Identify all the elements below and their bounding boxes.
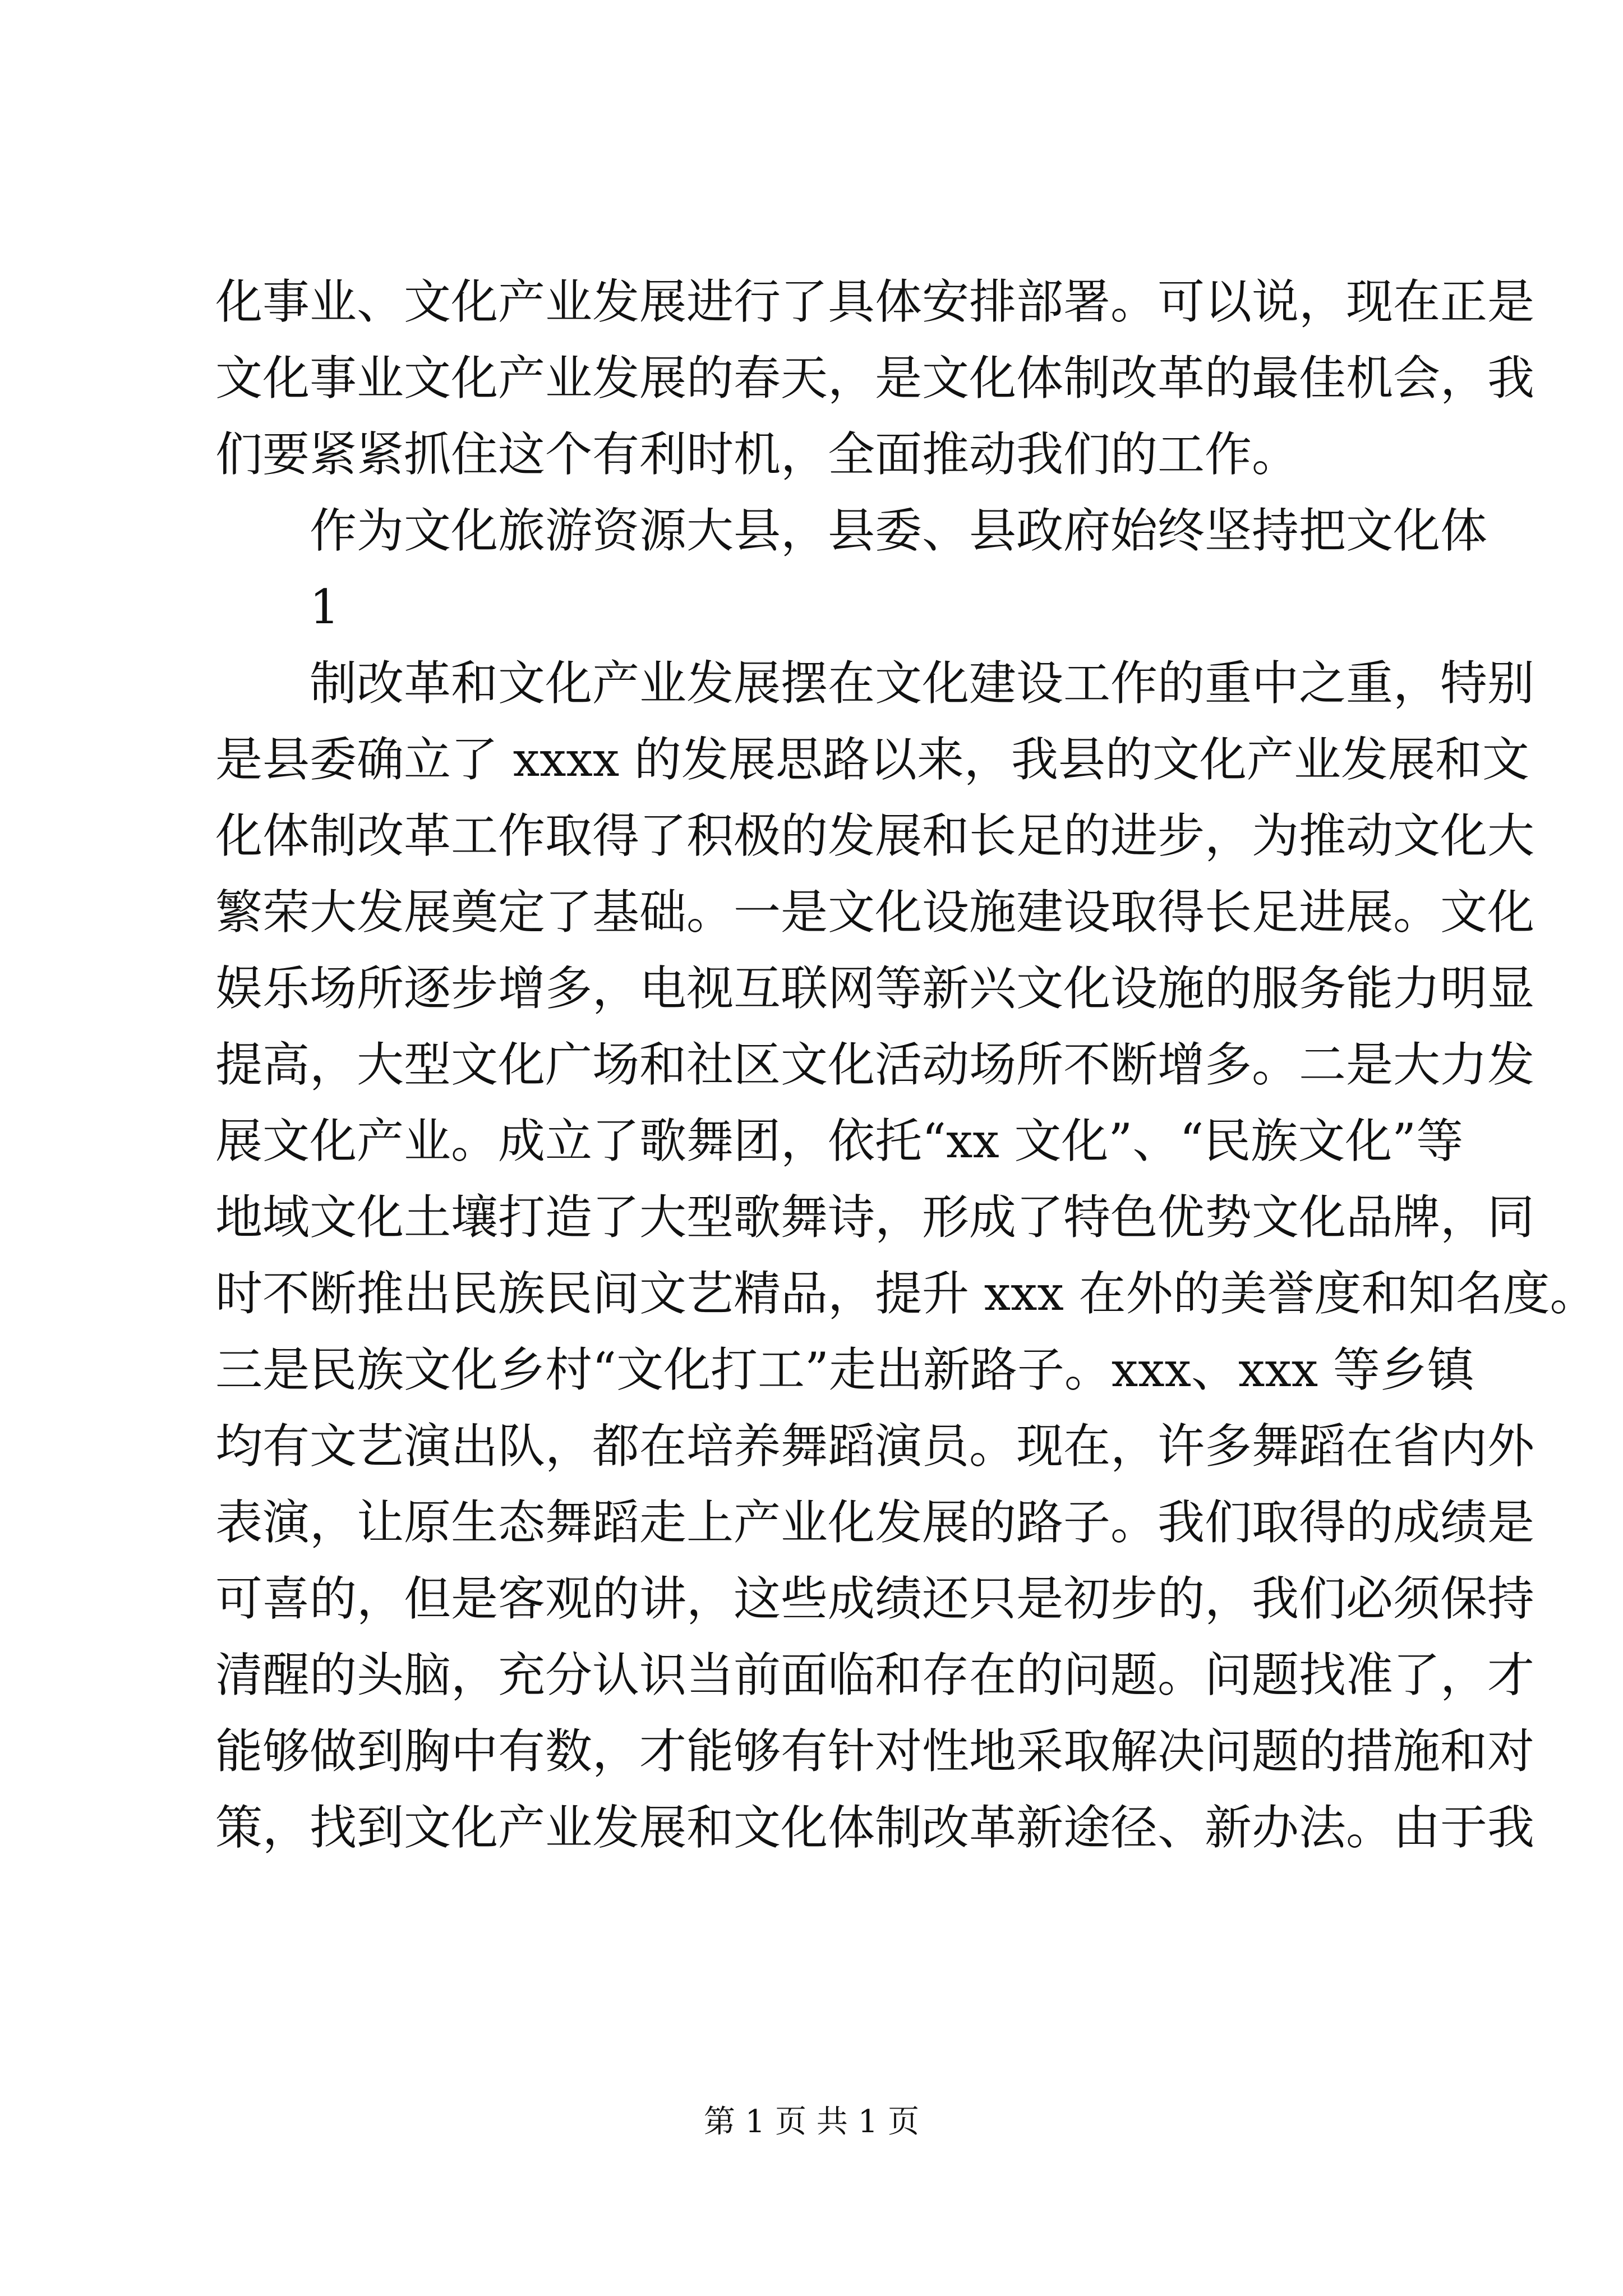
- text-line: 策，找到文化产业发展和文化体制改革新途径、新办法。由于我: [215, 1800, 1535, 1855]
- text-line: 地域文化土壤打造了大型歌舞诗，形成了特色优势文化品牌，同: [215, 1190, 1535, 1245]
- text-line: 娱乐场所逐步增多，电视互联网等新兴文化设施的服务能力明显: [215, 961, 1535, 1016]
- text-line: 表演，让原生态舞蹈走上产业化发展的路子。我们取得的成绩是: [215, 1495, 1535, 1550]
- text-line: 时不断推出民族民间文艺精品，提升 xxx 在外的美誉度和知名度。: [215, 1266, 1597, 1321]
- page-footer: 第 1 页 共 1 页: [703, 2104, 920, 2140]
- text-line: 提高，大型文化广场和社区文化活动场所不断增多。二是大力发: [215, 1037, 1535, 1092]
- inline-page-number: 1: [310, 579, 340, 634]
- text-line: 能够做到胸中有数，才能够有针对性地采取解决问题的措施和对: [215, 1724, 1535, 1779]
- text-line: 可喜的，但是客观的讲，这些成绩还只是初步的，我们必须保持: [215, 1571, 1535, 1626]
- text-line: 化事业、文化产业发展进行了具体安排部署。可以说，现在正是: [215, 274, 1535, 329]
- text-line: 制改革和文化产业发展摆在文化建设工作的重中之重，特别: [310, 656, 1535, 711]
- text-line: 繁荣大发展奠定了基础。一是文化设施建设取得长足进展。文化: [215, 885, 1535, 940]
- text-line: 均有文艺演出队，都在培养舞蹈演员。现在，许多舞蹈在省内外: [215, 1419, 1535, 1474]
- text-line: 是县委确立了 xxxx 的发展思路以来，我县的文化产业发展和文: [215, 732, 1529, 787]
- text-line: 展文化产业。成立了歌舞团，依托“xx 文化”、“民族文化”等: [215, 1114, 1464, 1168]
- text-line: 三是民族文化乡村“文化打工”走出新路子。xxx、xxx 等乡镇: [215, 1342, 1474, 1397]
- text-line: 化体制改革工作取得了积极的发展和长足的进步，为推动文化大: [215, 808, 1535, 863]
- text-line: 文化事业文化产业发展的春天，是文化体制改革的最佳机会，我: [215, 351, 1535, 406]
- text-line: 清醒的头脑，充分认识当前面临和存在的问题。问题找准了，才: [215, 1648, 1535, 1703]
- text-line: 们要紧紧抓住这个有利时机，全面推动我们的工作。: [215, 427, 1299, 482]
- document-body: [215, 264, 1597, 1866]
- text-line: 作为文化旅游资源大县，县委、县政府始终坚持把文化体: [310, 503, 1488, 558]
